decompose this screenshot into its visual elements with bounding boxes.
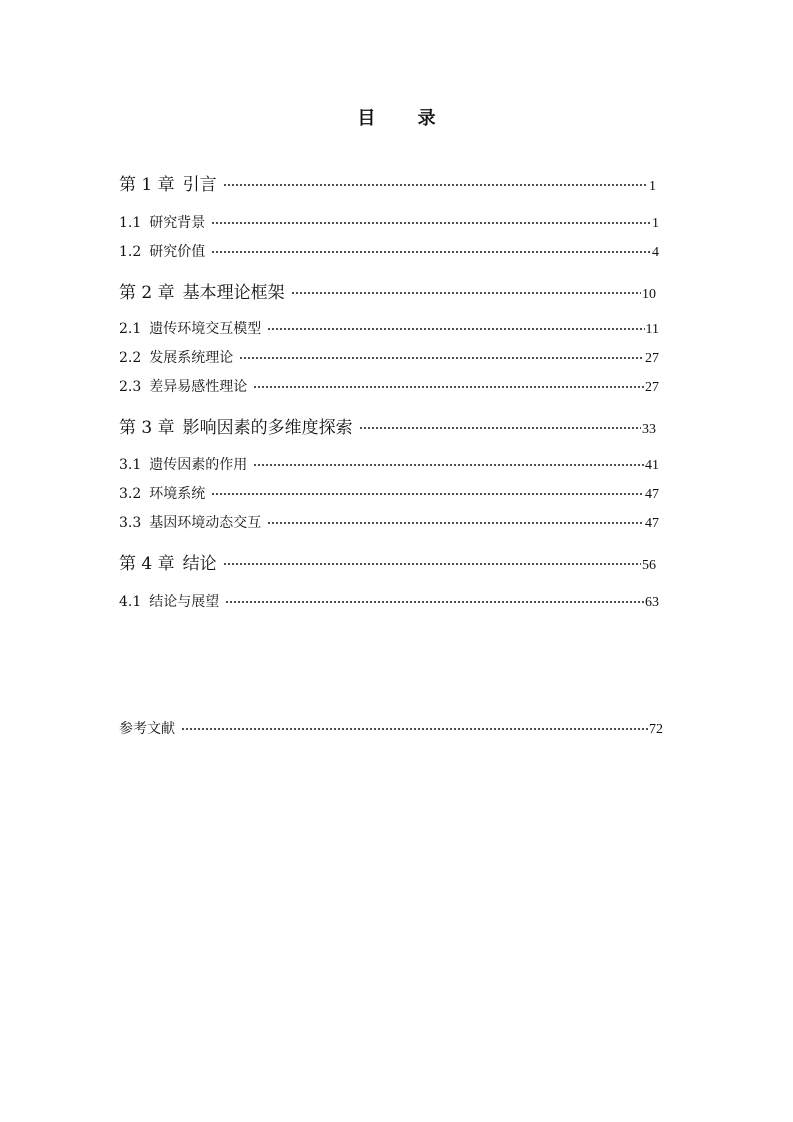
section-title: 研究背景 bbox=[149, 215, 206, 231]
toc-entry-section-2-2[interactable] bbox=[119, 348, 659, 366]
dot-leader bbox=[223, 174, 648, 191]
section-title: 遗传环境交互模型 bbox=[149, 321, 262, 337]
toc-entry-section-1-1[interactable] bbox=[119, 213, 659, 231]
section-title: 研究价值 bbox=[149, 244, 206, 260]
chapter-number: 第 3 章 bbox=[119, 418, 175, 438]
chapter-title: 基本理论框架 bbox=[182, 283, 285, 303]
toc-entry-chapter-3[interactable] bbox=[119, 416, 656, 438]
section-number: 4.1 bbox=[119, 594, 142, 610]
toc-entry-chapter-2[interactable] bbox=[119, 281, 656, 303]
page-number: 72 bbox=[649, 722, 663, 737]
dot-leader bbox=[253, 378, 644, 392]
page-number: 1 bbox=[652, 216, 659, 231]
section-number: 3.2 bbox=[119, 486, 142, 502]
chapter-number: 第 2 章 bbox=[119, 283, 175, 303]
chapter-title: 引言 bbox=[182, 175, 217, 195]
page-number: 63 bbox=[645, 595, 659, 610]
chapter-title: 结论 bbox=[182, 554, 217, 574]
references-title: 参考文献 bbox=[119, 721, 175, 737]
section-number: 3.1 bbox=[119, 457, 142, 473]
dot-leader bbox=[291, 282, 641, 299]
toc-entry-section-3-3[interactable] bbox=[119, 513, 659, 531]
chapter-number: 第 4 章 bbox=[119, 554, 175, 574]
dot-leader bbox=[359, 417, 641, 434]
toc-entry-section-2-1[interactable] bbox=[119, 319, 659, 337]
toc-title: 目 录 bbox=[357, 108, 454, 129]
page-number: 4 bbox=[652, 245, 659, 260]
dot-leader bbox=[181, 720, 648, 734]
page-number: 1 bbox=[649, 179, 656, 194]
toc-entry-chapter-4[interactable] bbox=[119, 552, 656, 574]
toc-entry-chapter-1[interactable] bbox=[119, 173, 656, 195]
section-number: 2.2 bbox=[119, 350, 142, 366]
dot-leader bbox=[267, 514, 644, 528]
dot-leader bbox=[267, 320, 644, 334]
section-number: 2.1 bbox=[119, 321, 142, 337]
section-number: 1.2 bbox=[119, 244, 142, 260]
dot-leader bbox=[223, 553, 641, 570]
section-number: 2.3 bbox=[119, 379, 142, 395]
page-number: 27 bbox=[645, 351, 659, 366]
section-title: 差异易感性理论 bbox=[149, 379, 248, 395]
toc-entry-section-2-3[interactable] bbox=[119, 377, 659, 395]
page-number: 10 bbox=[642, 287, 656, 302]
toc-entry-references[interactable] bbox=[119, 719, 663, 737]
page-number: 56 bbox=[642, 558, 656, 573]
page-number: 47 bbox=[645, 487, 659, 502]
toc-entry-section-1-2[interactable] bbox=[119, 242, 659, 260]
section-title: 遗传因素的作用 bbox=[149, 457, 248, 473]
section-number: 1.1 bbox=[119, 215, 142, 231]
toc-entry-section-4-1[interactable] bbox=[119, 592, 659, 610]
page-number: 47 bbox=[645, 516, 659, 531]
dot-leader bbox=[253, 456, 644, 470]
page-number: 41 bbox=[645, 458, 659, 473]
chapter-number: 第 1 章 bbox=[119, 175, 175, 195]
dot-leader bbox=[211, 214, 651, 228]
page-number: 11 bbox=[645, 322, 659, 337]
page-number: 27 bbox=[645, 380, 659, 395]
dot-leader bbox=[211, 485, 644, 499]
dot-leader bbox=[211, 243, 651, 257]
toc-entry-section-3-1[interactable] bbox=[119, 455, 659, 473]
section-number: 3.3 bbox=[119, 515, 142, 531]
section-title: 基因环境动态交互 bbox=[149, 515, 262, 531]
section-title: 发展系统理论 bbox=[149, 350, 234, 366]
section-title: 结论与展望 bbox=[149, 594, 220, 610]
section-title: 环境系统 bbox=[149, 486, 206, 502]
dot-leader bbox=[239, 349, 644, 363]
dot-leader bbox=[225, 593, 644, 607]
page-number: 33 bbox=[642, 422, 656, 437]
chapter-title: 影响因素的多维度探索 bbox=[182, 418, 353, 438]
toc-entry-section-3-2[interactable] bbox=[119, 484, 659, 502]
